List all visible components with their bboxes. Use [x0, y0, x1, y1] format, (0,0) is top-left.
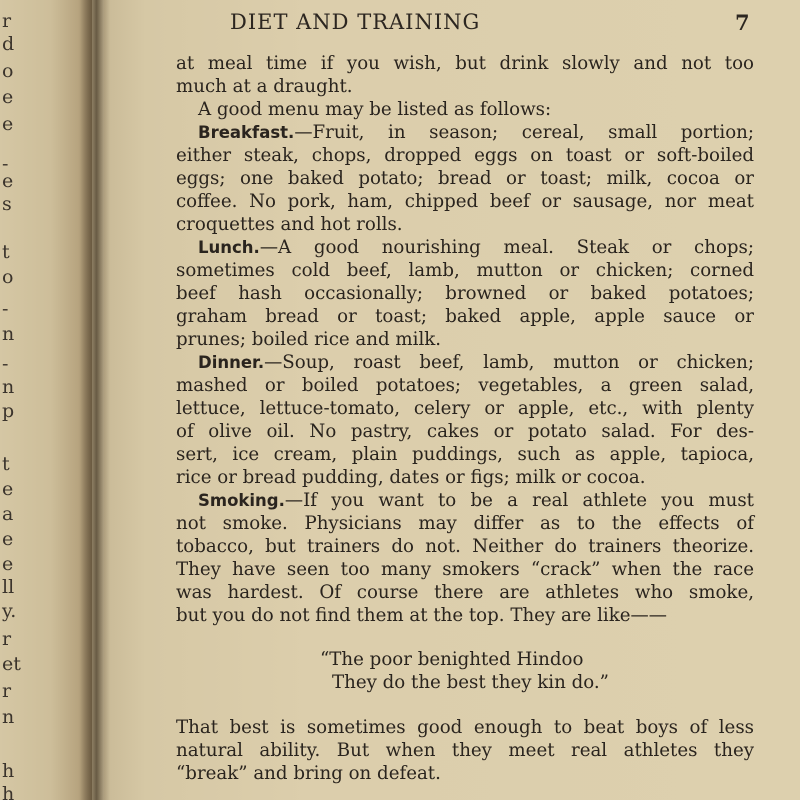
lunch-first-line [176, 236, 754, 259]
lunch-line: sometimes cold beef, lamb, mutton or chicken; corned [176, 260, 754, 281]
smoking-line: was hardest. Of course there are athletes who smoke, [176, 582, 754, 603]
left-page-fragment: p [2, 400, 15, 422]
verse-quote [320, 648, 609, 694]
page-number: 7 [735, 10, 751, 35]
header-title: DIET AND TRAINING [230, 10, 481, 34]
left-page-fragment: h [2, 783, 15, 800]
breakfast-line: either steak, chops, dropped eggs on toast or soft-boiled [176, 145, 754, 166]
closing-line: natural ability. But when they meet real athletes they [176, 740, 754, 761]
left-page-fragment: t [2, 241, 10, 263]
dinner-line: of olive oil. No pastry, cakes or potato salad. For des- [176, 421, 754, 442]
left-page-fragment: o [2, 266, 14, 288]
breakfast-text: —Fruit, in season; cereal, small portion; [294, 122, 754, 143]
smoking-line: but you do not find them at the top. They are like—— [176, 605, 667, 626]
closing-line: That best is sometimes good enough to beat boys of less [176, 717, 754, 738]
left-page-fragment: o [2, 60, 14, 82]
left-page-fragment: et [2, 653, 21, 675]
smoking-text: —If you want to be a real athlete you must [284, 490, 754, 511]
left-page-fragment: e [2, 553, 14, 575]
left-page-fragment: y. [2, 600, 17, 622]
lunch-text: —A good nourishing meal. Steak or chops; [259, 237, 754, 258]
lunch-heading: Lunch. [198, 238, 260, 257]
left-page-fragment: h [2, 760, 15, 782]
smoking-line: tobacco, but trainers do not. Neither do trainers theorize. [176, 536, 754, 557]
body-text [176, 52, 754, 627]
left-page-fragment: ll [2, 576, 15, 598]
left-page-fragment: e [2, 113, 14, 135]
left-page-fragment: r [2, 628, 12, 650]
left-page-fragment: d [2, 33, 15, 55]
dinner-line: mashed or boiled potatoes; vegetables, a green salad, [176, 375, 754, 396]
breakfast-heading: Breakfast. [198, 123, 295, 142]
lunch-line: beef hash occasionally; browned or baked potatoes; [176, 283, 754, 304]
left-page-fragment: s [2, 193, 12, 215]
breakfast-line: coffee. No pork, ham, chipped beef or sausage, nor meat [176, 191, 754, 212]
left-page-fragment: a [2, 503, 14, 525]
dinner-text: —Soup, roast beef, lamb, mutton or chicken; [264, 352, 754, 373]
closing-paragraph [176, 716, 754, 785]
smoking-heading: Smoking. [198, 491, 285, 510]
left-page-fragment: - [2, 298, 9, 320]
left-page-fragment: - [2, 153, 9, 175]
dinner-line: sert, ice cream, plain puddings, such as apple, tapioca, [176, 444, 754, 465]
quote-line-1: “The poor benighted Hindoo [320, 649, 584, 670]
smoking-line: not smoke. Physicians may differ as to the effects of [176, 513, 754, 534]
closing-line: “break” and bring on defeat. [176, 763, 441, 784]
left-page-fragment: r [2, 10, 12, 32]
left-page-fragment: e [2, 170, 14, 192]
left-page-fragment: n [2, 323, 15, 345]
lunch-line: prunes; boiled rice and milk. [176, 329, 442, 350]
smoking-line: They have seen too many smokers “crack” when the race [176, 559, 754, 580]
intro-line: at meal time if you wish, but drink slowly and not too [176, 53, 754, 74]
lunch-line: graham bread or toast; baked apple, apple sauce or [176, 306, 754, 327]
book-gutter [80, 0, 110, 800]
dinner-heading: Dinner. [198, 353, 265, 372]
left-page-edge [0, 0, 92, 800]
left-page-fragment: - [2, 353, 9, 375]
left-page-fragment: e [2, 528, 14, 550]
breakfast-line: croquettes and hot rolls. [176, 214, 403, 235]
left-page-fragment: n [2, 376, 15, 398]
breakfast-first-line [176, 121, 754, 144]
intro-line: much at a draught. [176, 76, 353, 97]
left-page-fragment: r [2, 680, 12, 702]
left-page-fragment: e [2, 478, 14, 500]
dinner-first-line [176, 351, 754, 374]
left-page-fragment: n [2, 706, 15, 728]
left-page-fragment: e [2, 86, 14, 108]
menu-intro: A good menu may be listed as follows: [198, 99, 552, 120]
dinner-line: rice or bread pudding, dates or figs; milk or cocoa. [176, 467, 646, 488]
dinner-line: lettuce, lettuce-tomato, celery or apple, etc., with plenty [176, 398, 754, 419]
smoking-first-line [176, 489, 754, 512]
quote-line-2: They do the best they kin do.” [332, 672, 609, 693]
left-page-fragment: t [2, 453, 10, 475]
breakfast-line: eggs; one baked potato; bread or toast; milk, cocoa or [176, 168, 754, 189]
